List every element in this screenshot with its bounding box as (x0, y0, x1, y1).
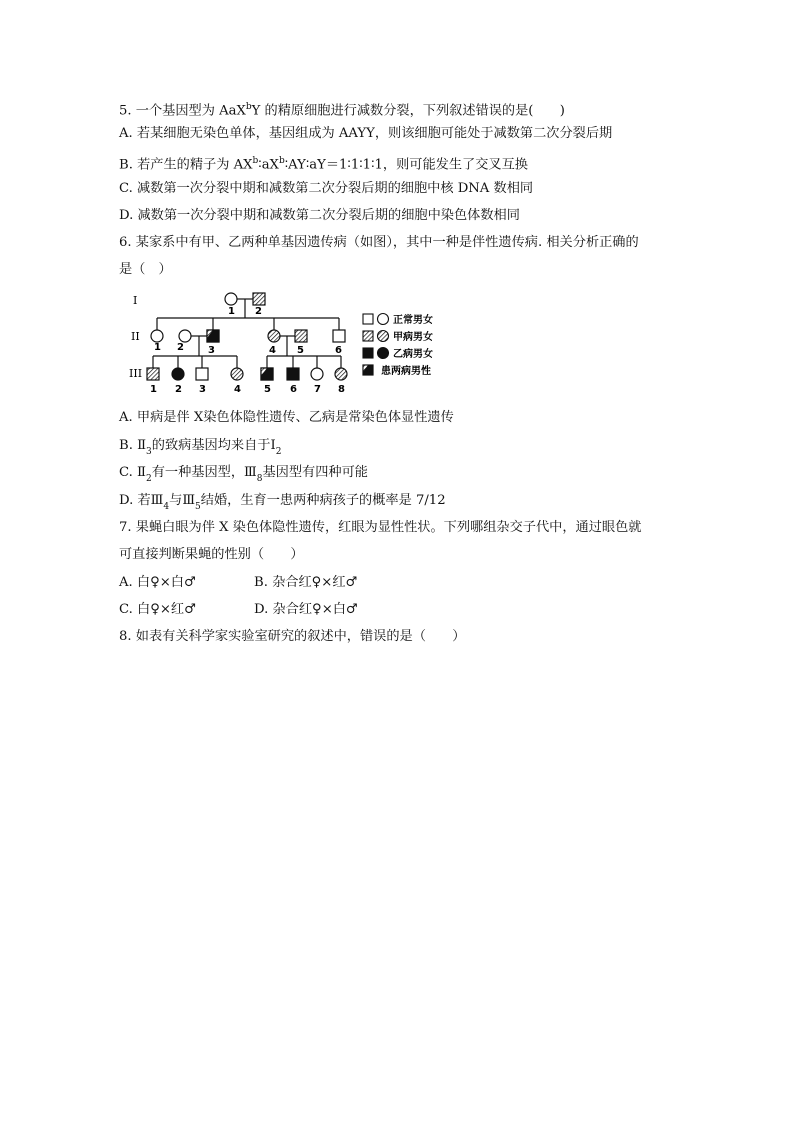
pedigree-II1-normal-female (151, 330, 163, 342)
I1-number: 1 (228, 306, 235, 317)
III5-number: 5 (264, 384, 271, 395)
pedigree-I2-disease-a-male (253, 293, 265, 305)
pedigree-III3-normal-male (196, 368, 208, 380)
q7-option-b: B. 杂合红♀×红♂ (254, 575, 358, 590)
pedigree-III7-normal-female (311, 368, 323, 380)
pedigree-II3-both-diseases-male (207, 330, 219, 342)
q5-stem: 5. 一个基因型为 AaX$^b$Y 的精原细胞进行减数分裂，下列叙述错误的是( ) (119, 102, 565, 119)
pedigree-diagram (119, 288, 459, 400)
II1-number: 1 (154, 342, 161, 353)
pedigree-III1-disease-a-male (147, 368, 159, 380)
pedigree-II4-disease-a-female (268, 330, 280, 342)
I2-number: 2 (255, 306, 262, 317)
q6-option-b: B. $Ⅱ_3$的致病基因均来自于$Ⅰ_2$ (119, 438, 282, 457)
q6-option-a: A. 甲病是伴 X染色体隐性遗传、乙病是常染色体显性遗传 (119, 410, 454, 425)
q7-option-c: C. 白♀×红♂ (119, 602, 196, 617)
legend-both-diseases: 患两病男性 (381, 366, 431, 377)
pedigree-legend (363, 313, 433, 377)
pedigree-III5-both-diseases-male (261, 368, 273, 380)
III2-number: 2 (175, 384, 182, 395)
III3-number: 3 (199, 384, 206, 395)
q7-option-d: D. 杂合红♀×白♂ (254, 602, 358, 617)
q8-stem: 8. 如表有关科学家实验室研究的叙述中，错误的是（ ） (119, 629, 466, 644)
q5-option-d: D. 减数第一次分裂中期和减数第二次分裂后期的细胞中染色体数相同 (119, 208, 520, 223)
q6-option-c: C. $Ⅱ_2$有一种基因型，$Ⅲ_8$基因型有四种可能 (119, 465, 368, 484)
gen-label-iii: III (129, 367, 143, 380)
pedigree-III8-disease-a-female (335, 368, 347, 380)
q6-option-d: D. 若$Ⅲ_4$与$Ⅲ_5$结婚，生育一患两种病孩子的概率是 7/12 (119, 493, 446, 512)
legend-normal: 正常男女 (393, 315, 433, 326)
III7-number: 7 (314, 384, 321, 395)
pedigree-III4-disease-a-female (231, 368, 243, 380)
q6-stem-line2: 是（ ） (119, 262, 172, 277)
q5-option-b: B. 若产生的精子为 $AX^b∶aX^b∶AY∶aY=1∶1∶1∶1$，则可能发生了交叉互换 (119, 156, 528, 173)
pedigree-III6-disease-b-male (287, 368, 299, 380)
pedigree-I1-normal-female (225, 293, 237, 305)
q7-stem-line2: 可直接判断果蝇的性别（ ） (119, 547, 304, 562)
legend-disease-b: 乙病男女 (393, 349, 433, 360)
q7-option-a: A. 白♀×白♂ (119, 575, 196, 590)
q6-stem-line1: 6. 某家系中有甲、乙两种单基因遗传病（如图），其中一种是伴性遗传病. 相关分析正确的 (119, 235, 639, 250)
q7-row-ab (119, 574, 196, 592)
pedigree-III2-disease-b-female (172, 368, 184, 380)
II4-number: 4 (269, 345, 276, 356)
gen-label-ii: II (131, 330, 140, 343)
pedigree-II6-normal-male (333, 330, 345, 342)
III1-number: 1 (150, 384, 157, 395)
q7-row-cd (119, 601, 196, 619)
III6-number: 6 (290, 384, 297, 395)
pedigree-II2-normal-female (179, 330, 191, 342)
II6-number: 6 (335, 345, 342, 356)
III8-number: 8 (338, 384, 345, 395)
pedigree-II5-disease-a-male (295, 330, 307, 342)
q5-option-a: A. 若某细胞无染色单体，基因组成为 AAYY，则该细胞可能处于减数第二次分裂后期 (119, 126, 613, 141)
II3-number: 3 (208, 345, 215, 356)
II5-number: 5 (297, 345, 304, 356)
gen-label-i: I (133, 294, 138, 307)
q7-stem-line1: 7. 果蝇白眼为伴 X 染色体隐性遗传，红眼为显性性状。下列哪组杂交子代中，通过眼色就 (119, 520, 642, 535)
III4-number: 4 (234, 384, 241, 395)
q5-option-c: C. 减数第一次分裂中期和减数第二次分裂后期的细胞中核 DNA 数相同 (119, 181, 534, 196)
II2-number: 2 (177, 342, 184, 353)
legend-disease-a: 甲病男女 (393, 332, 433, 343)
